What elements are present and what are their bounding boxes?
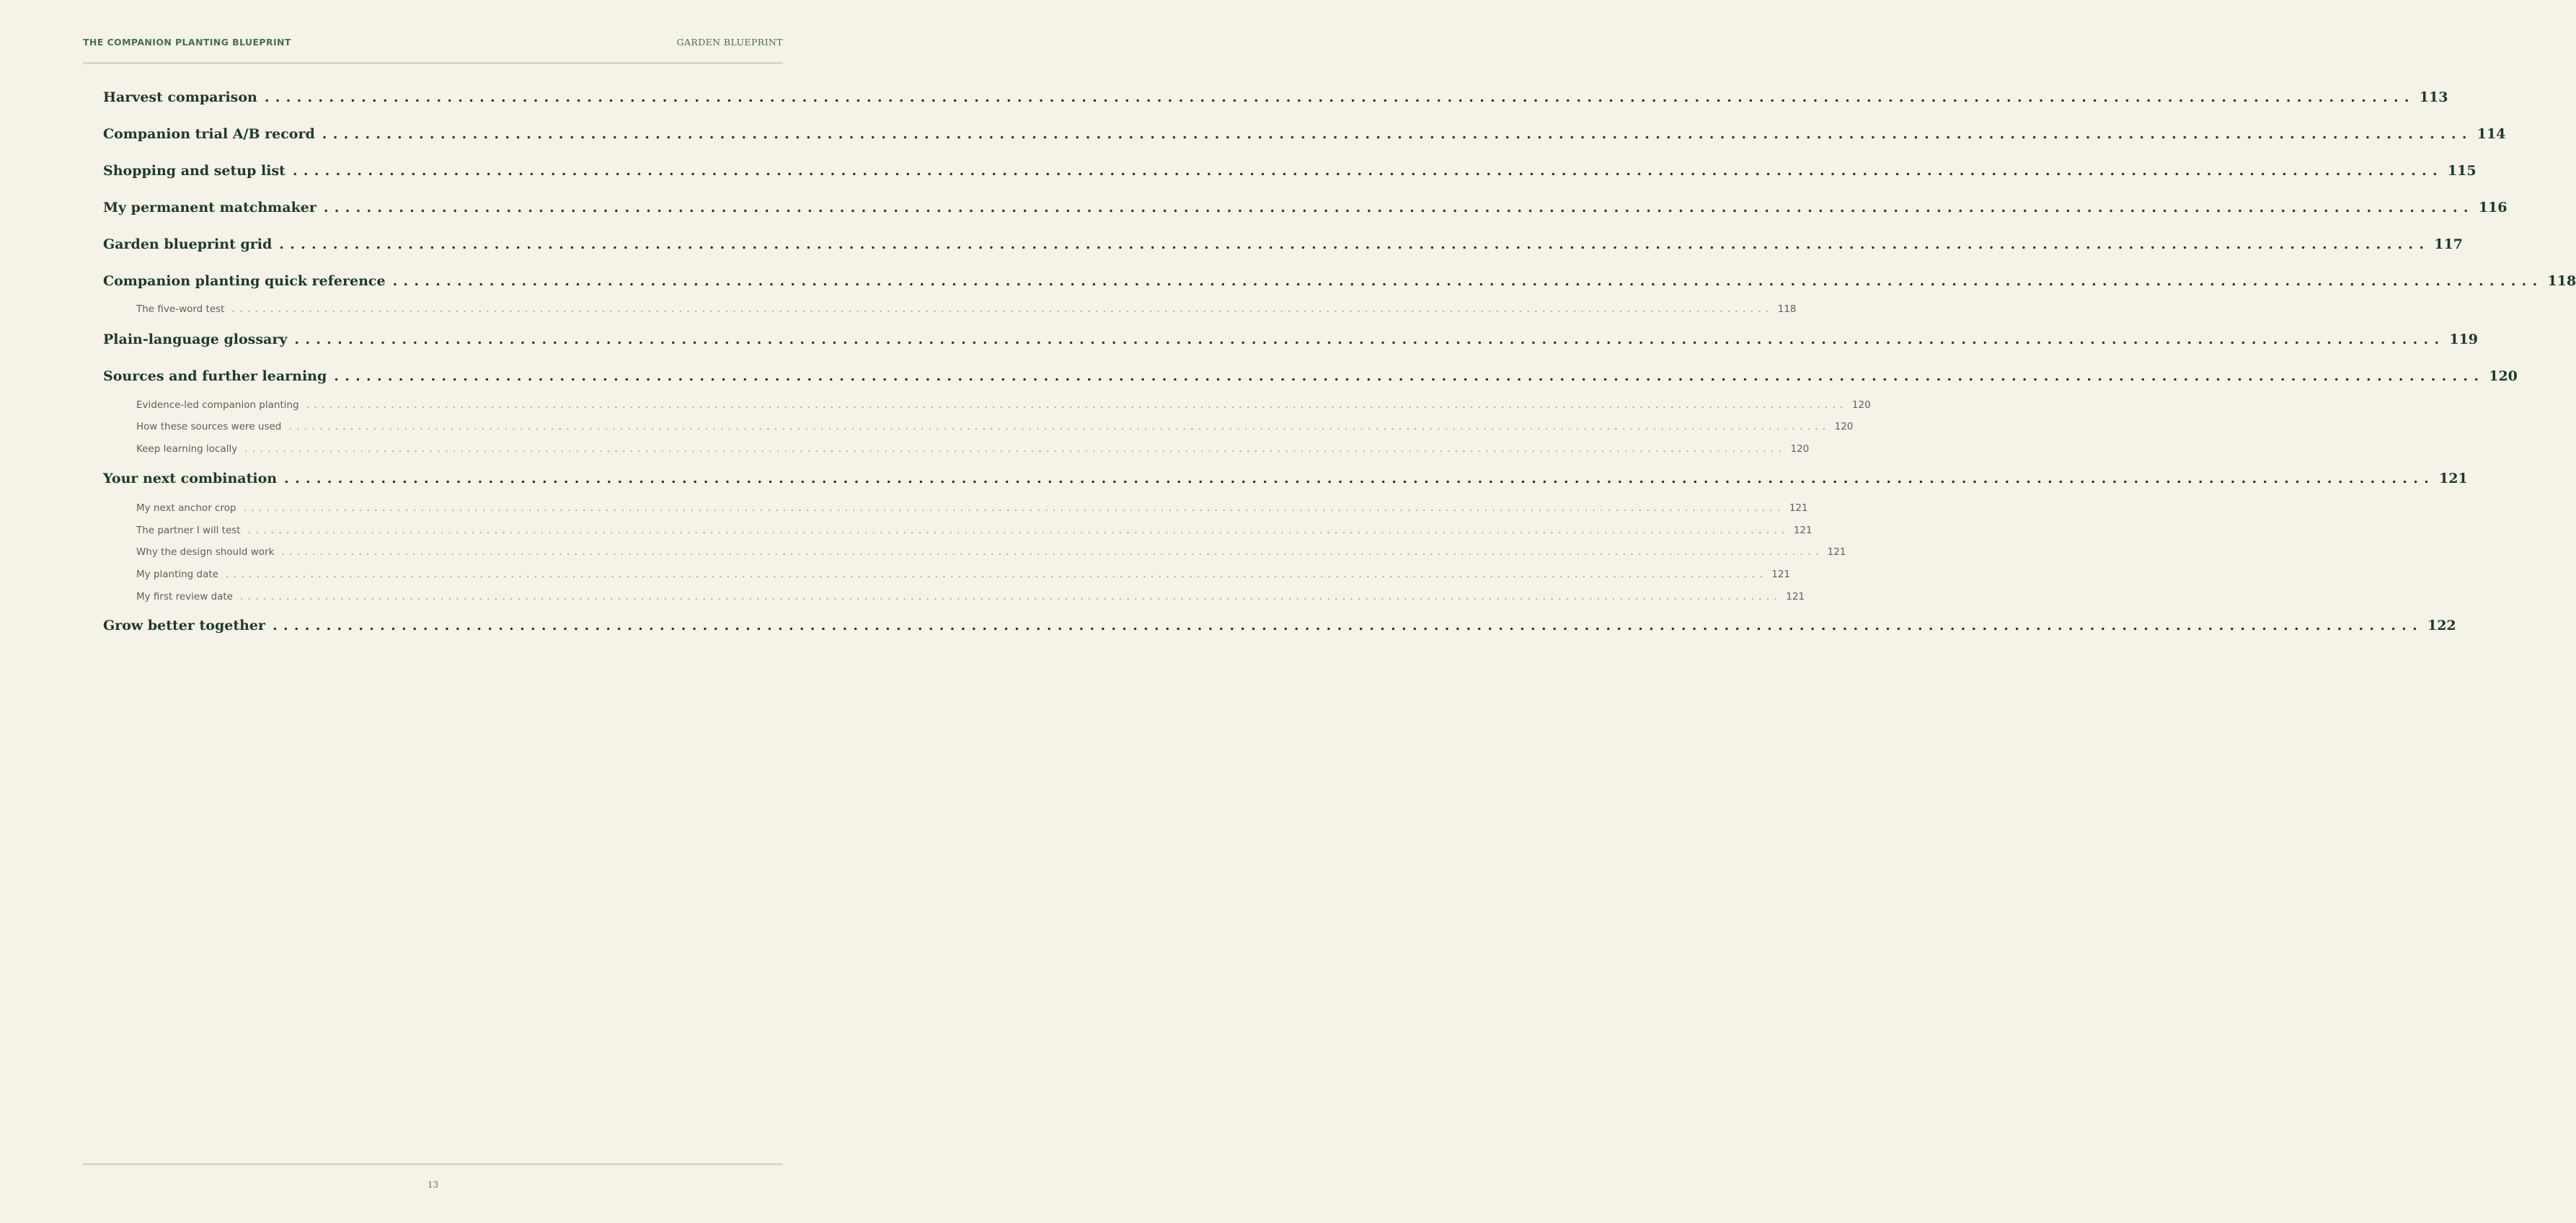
toc-dot-leader: ........................................................................................................................................................................................................ bbox=[231, 303, 1774, 315]
toc-entry[interactable] bbox=[103, 163, 2477, 182]
page-number: 13 bbox=[427, 1180, 439, 1190]
toc-entry-page: 118 bbox=[2547, 273, 2576, 289]
toc-entry-title: How these sources were used bbox=[136, 421, 282, 432]
toc-dot-leader: ........................................................................................................................................................................................................ bbox=[273, 618, 2423, 633]
toc-entry-title: Evidence-led companion planting bbox=[136, 399, 299, 411]
toc-entry-title: Why the design should work bbox=[136, 546, 275, 558]
toc-dot-leader: ........................................................................................................................................................................................................ bbox=[247, 525, 1789, 536]
toc-subentry[interactable] bbox=[103, 591, 1805, 605]
toc-entry-page: 120 bbox=[2489, 368, 2518, 384]
toc-entry-title: Your next combination bbox=[103, 471, 278, 486]
toc-entry-title: My permanent matchmaker bbox=[103, 200, 317, 215]
toc-entry-title: Garden blueprint grid bbox=[103, 236, 273, 252]
toc-entry[interactable] bbox=[103, 471, 2468, 489]
toc-entry-page: 118 bbox=[1777, 303, 1797, 315]
toc-subentry[interactable] bbox=[103, 443, 1810, 458]
toc-dot-leader: ........................................................................................................................................................................................................ bbox=[306, 399, 1848, 411]
toc-entry-title: The partner I will test bbox=[136, 525, 241, 536]
toc-subentry[interactable] bbox=[103, 303, 1797, 318]
toc-entry-page: 121 bbox=[1827, 546, 1846, 558]
toc-entry-page: 114 bbox=[2477, 126, 2506, 142]
toc-entry[interactable] bbox=[103, 126, 2506, 145]
toc-entry[interactable] bbox=[103, 618, 2456, 636]
toc-entry[interactable] bbox=[103, 89, 2448, 108]
toc-entry-page: 121 bbox=[1789, 502, 1808, 514]
toc-entry-page: 122 bbox=[2427, 618, 2456, 633]
toc-entry-title: Shopping and setup list bbox=[103, 163, 286, 179]
toc-entry-title: The five-word test bbox=[136, 303, 225, 315]
toc-entry-title: Companion planting quick reference bbox=[103, 273, 386, 289]
toc-dot-leader: ........................................................................................................................................................................................................ bbox=[225, 569, 1768, 580]
toc-entry-page: 119 bbox=[2449, 332, 2479, 347]
page-header bbox=[83, 36, 783, 64]
toc-entry-page: 121 bbox=[2439, 471, 2468, 486]
toc-entry-title: Companion trial A/B record bbox=[103, 126, 315, 142]
toc-entry[interactable] bbox=[103, 332, 2479, 350]
toc-subentry[interactable] bbox=[103, 399, 1871, 414]
toc-entry-page: 115 bbox=[2447, 163, 2477, 179]
toc-dot-leader: ........................................................................................................................................................................................................ bbox=[281, 546, 1823, 558]
toc-dot-leader: ........................................................................................................................................................................................................ bbox=[239, 591, 1782, 602]
toc-subentry[interactable] bbox=[103, 569, 1791, 583]
toc-entry-page: 120 bbox=[1851, 399, 1871, 411]
toc-entry-title: Keep learning locally bbox=[136, 443, 238, 455]
toc-dot-leader: ........................................................................................................................................................................................................ bbox=[392, 273, 2544, 289]
toc-dot-leader: ........................................................................................................................................................................................................ bbox=[243, 502, 1785, 514]
page-footer bbox=[83, 1163, 783, 1190]
toc-entry[interactable] bbox=[103, 368, 2518, 387]
toc-entry-title: Harvest comparison bbox=[103, 89, 257, 105]
toc-entry[interactable] bbox=[103, 200, 2508, 218]
toc-subentry[interactable] bbox=[103, 421, 1854, 435]
toc-entry-page: 113 bbox=[2419, 89, 2448, 105]
toc-dot-leader: ........................................................................................................................................................................................................ bbox=[334, 368, 2485, 384]
toc-entry-title: My next anchor crop bbox=[136, 502, 236, 514]
toc-subentry[interactable] bbox=[103, 502, 1808, 517]
toc-entry[interactable] bbox=[103, 236, 2463, 255]
toc-dot-leader: ........................................................................................................................................................................................................ bbox=[322, 126, 2473, 142]
toc-entry-title: My first review date bbox=[136, 591, 233, 602]
toc-dot-leader: ........................................................................................................................................................................................................ bbox=[323, 200, 2474, 215]
section-title: GARDEN BLUEPRINT bbox=[676, 37, 783, 48]
toc-entry-page: 120 bbox=[1790, 443, 1810, 455]
toc-entry-page: 117 bbox=[2434, 236, 2463, 252]
toc-dot-leader: ........................................................................................................................................................................................................ bbox=[284, 471, 2435, 486]
toc-dot-leader: ........................................................................................................................................................................................................ bbox=[244, 443, 1787, 455]
toc-entry-page: 116 bbox=[2478, 200, 2508, 215]
toc-entry[interactable] bbox=[103, 273, 2576, 292]
toc-entry-title: Grow better together bbox=[103, 618, 266, 633]
toc-entry-title: My planting date bbox=[136, 569, 218, 580]
toc-subentry[interactable] bbox=[103, 525, 1813, 539]
toc-subentry[interactable] bbox=[103, 546, 1846, 561]
toc-dot-leader: ........................................................................................................................................................................................................ bbox=[288, 421, 1831, 432]
toc-entry-page: 121 bbox=[1793, 525, 1813, 536]
toc-dot-leader: ........................................................................................................................................................................................................ bbox=[279, 236, 2430, 252]
toc-dot-leader: ........................................................................................................................................................................................................ bbox=[264, 89, 2415, 105]
toc-entry-title: Sources and further learning bbox=[103, 368, 327, 384]
toc-entry-page: 121 bbox=[1771, 569, 1791, 580]
toc-entry-page: 121 bbox=[1786, 591, 1805, 602]
toc-dot-leader: ........................................................................................................................................................................................................ bbox=[294, 332, 2446, 347]
toc-entry-page: 120 bbox=[1834, 421, 1854, 432]
toc-dot-leader: ........................................................................................................................................................................................................ bbox=[292, 163, 2443, 179]
toc-entry-title: Plain-language glossary bbox=[103, 332, 288, 347]
book-title: THE COMPANION PLANTING BLUEPRINT bbox=[83, 37, 291, 48]
